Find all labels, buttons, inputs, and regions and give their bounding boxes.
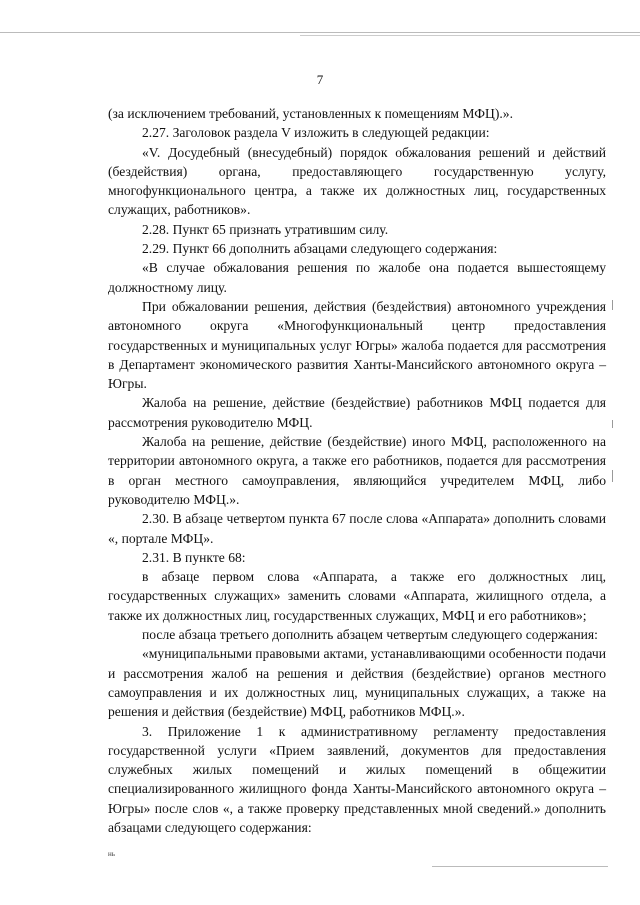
footer-mark: нь <box>108 850 115 858</box>
paragraph: (за исключением требований, установленных к помещениям МФЦ).». <box>108 106 513 121</box>
paragraph: «V. Досудебный (внесудебный) порядок обжалования решений и действий (бездействия) органа, предоставляющего государственную услугу, многофункционального центра, а также их должностных лиц, государственных служащих, работников». <box>108 144 606 218</box>
page-number: 7 <box>316 72 324 87</box>
scan-border-bottom <box>432 866 608 867</box>
paragraph: Жалоба на решение, действие (бездействие) работников МФЦ подается для рассмотрения руководителю МФЦ. <box>108 395 606 430</box>
document-body <box>108 104 606 837</box>
paragraph: 2.27. Заголовок раздела V изложить в следующей редакции: <box>142 125 490 141</box>
paragraph: 2.30. В абзаце четвертом пункта 67 после слова «Аппарата» дополнить словами «, портале МФЦ». <box>108 511 606 546</box>
paragraph: «муниципальными правовыми актами, устанавливающими особенности подачи и рассмотрения жалоб на решения и действия (бездействие) органов местного самоуправления и их должностных лиц, муниципальных служащих, а также на решения и действия (бездействие) МФЦ, работников МФЦ.». <box>108 646 607 720</box>
paragraph: «В случае обжалования решения по жалобе она подается вышестоящему должностному лицу. <box>108 260 606 295</box>
paragraph: 3. Приложение 1 к административному регламенту предоставления государственной услуги «Прием заявлений, документов для предоставления служебных жилых помещений и жилых помещений в общежитии специализированного жилищного фонда Ханты-Мансийского автономного округа – Югры» после слов «, а также проверку представленных мной сведений.» дополнить абзацами следующего содержания: <box>108 723 606 835</box>
scan-edge-mark <box>612 470 613 482</box>
paragraph: При обжаловании решения, действия (бездействия) автономного учреждения автономного округа «Многофункциональный центр предоставления государственных и муниципальных услуг Югры» жалоба подается для рассмотрения в Департамент экономического развития Ханты-Мансийского автономного округа – Югры. <box>108 298 606 392</box>
paragraph: после абзаца третьего дополнить абзацем четвертым следующего содержания: <box>142 627 598 643</box>
scan-edge-mark <box>612 420 613 428</box>
paragraph: 2.31. В пункте 68: <box>142 549 246 565</box>
paragraph: 2.28. Пункт 65 признать утратившим силу. <box>142 221 389 237</box>
paragraph: Жалоба на решение, действие (бездействие) иного МФЦ, расположенного на территории автономного округа, а также его работников, подается для рассмотрения в орган местного самоуправления, являющийся учредителем МФЦ, либо руководителю МФЦ.». <box>108 434 606 507</box>
paragraph: в абзаце первом слова «Аппарата, а также его должностных лиц, государственных служащих» заменить словами «Аппарата, жилищного отдела, а также их должностных лиц, государственных служащих, МФЦ и его работников»; <box>108 569 606 623</box>
scan-border-top-secondary <box>300 35 640 36</box>
scan-edge-mark <box>612 300 613 310</box>
paragraph: 2.29. Пункт 66 дополнить абзацами следующего содержания: <box>142 241 498 257</box>
scan-border-top <box>0 32 640 33</box>
